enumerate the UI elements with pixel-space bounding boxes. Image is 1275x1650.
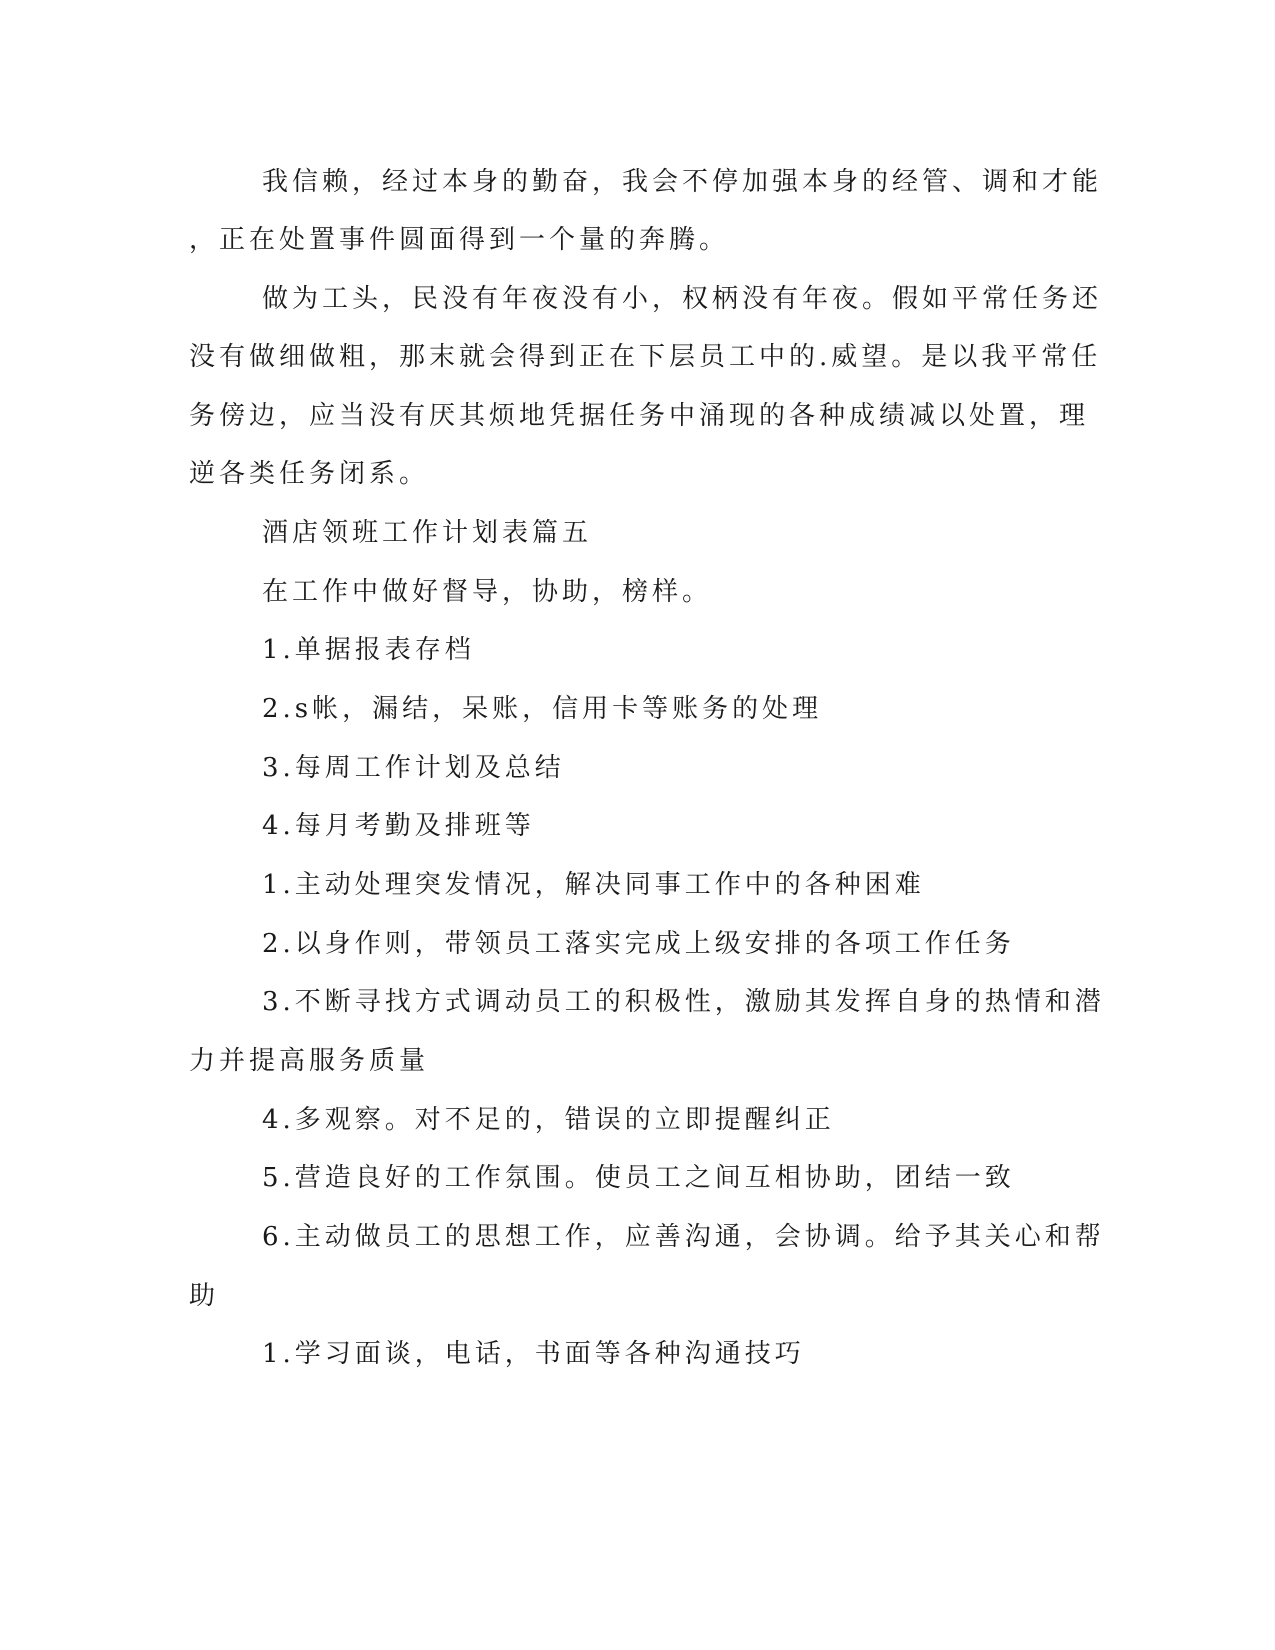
list-item-continuation: 助 (189, 1281, 220, 1311)
section-heading: 酒店领班工作计划表篇五 (262, 518, 593, 548)
paragraph-line: 做为工头，民没有年夜没有小，权柄没有年夜。假如平常任务还 (262, 284, 1103, 314)
list-item: 4.多观察。对不足的，错误的立即提醒纠正 (262, 1105, 835, 1135)
paragraph-line: 没有做细做粗，那末就会得到正在下层员工中的.威望。是以我平常任 (189, 342, 1102, 372)
list-item: 5.营造良好的工作氛围。使员工之间互相协助，团结一致 (262, 1163, 1015, 1193)
paragraph-line: 务傍边，应当没有厌其烦地凭据任务中涌现的各种成绩减以处置，理 (189, 401, 1090, 431)
list-item: 6.主动做员工的思想工作，应善沟通，会协调。给予其关心和帮 (262, 1222, 1105, 1252)
paragraph-line: 逆各类任务闭系。 (189, 459, 430, 489)
list-item: 2.s帐，漏结，呆账，信用卡等账务的处理 (262, 694, 823, 724)
paragraph-line: 在工作中做好督导，协助，榜样。 (262, 577, 713, 607)
list-item: 4.每月考勤及排班等 (262, 811, 535, 841)
paragraph-line: 我信赖，经过本身的勤奋，我会不停加强本身的经管、调和才能 (262, 167, 1103, 197)
list-item: 1.学习面谈，电话，书面等各种沟通技巧 (262, 1339, 805, 1369)
paragraph-line: ，正在处置事件圆面得到一个量的奔腾。 (189, 225, 730, 255)
list-item: 1.单据报表存档 (262, 635, 475, 665)
list-item: 3.不断寻找方式调动员工的积极性，激励其发挥自身的热情和潜 (262, 987, 1105, 1017)
list-item: 1.主动处理突发情况，解决同事工作中的各种困难 (262, 870, 925, 900)
list-item-continuation: 力并提高服务质量 (189, 1046, 430, 1076)
list-item: 2.以身作则，带领员工落实完成上级安排的各项工作任务 (262, 929, 1015, 959)
list-item: 3.每周工作计划及总结 (262, 753, 565, 783)
